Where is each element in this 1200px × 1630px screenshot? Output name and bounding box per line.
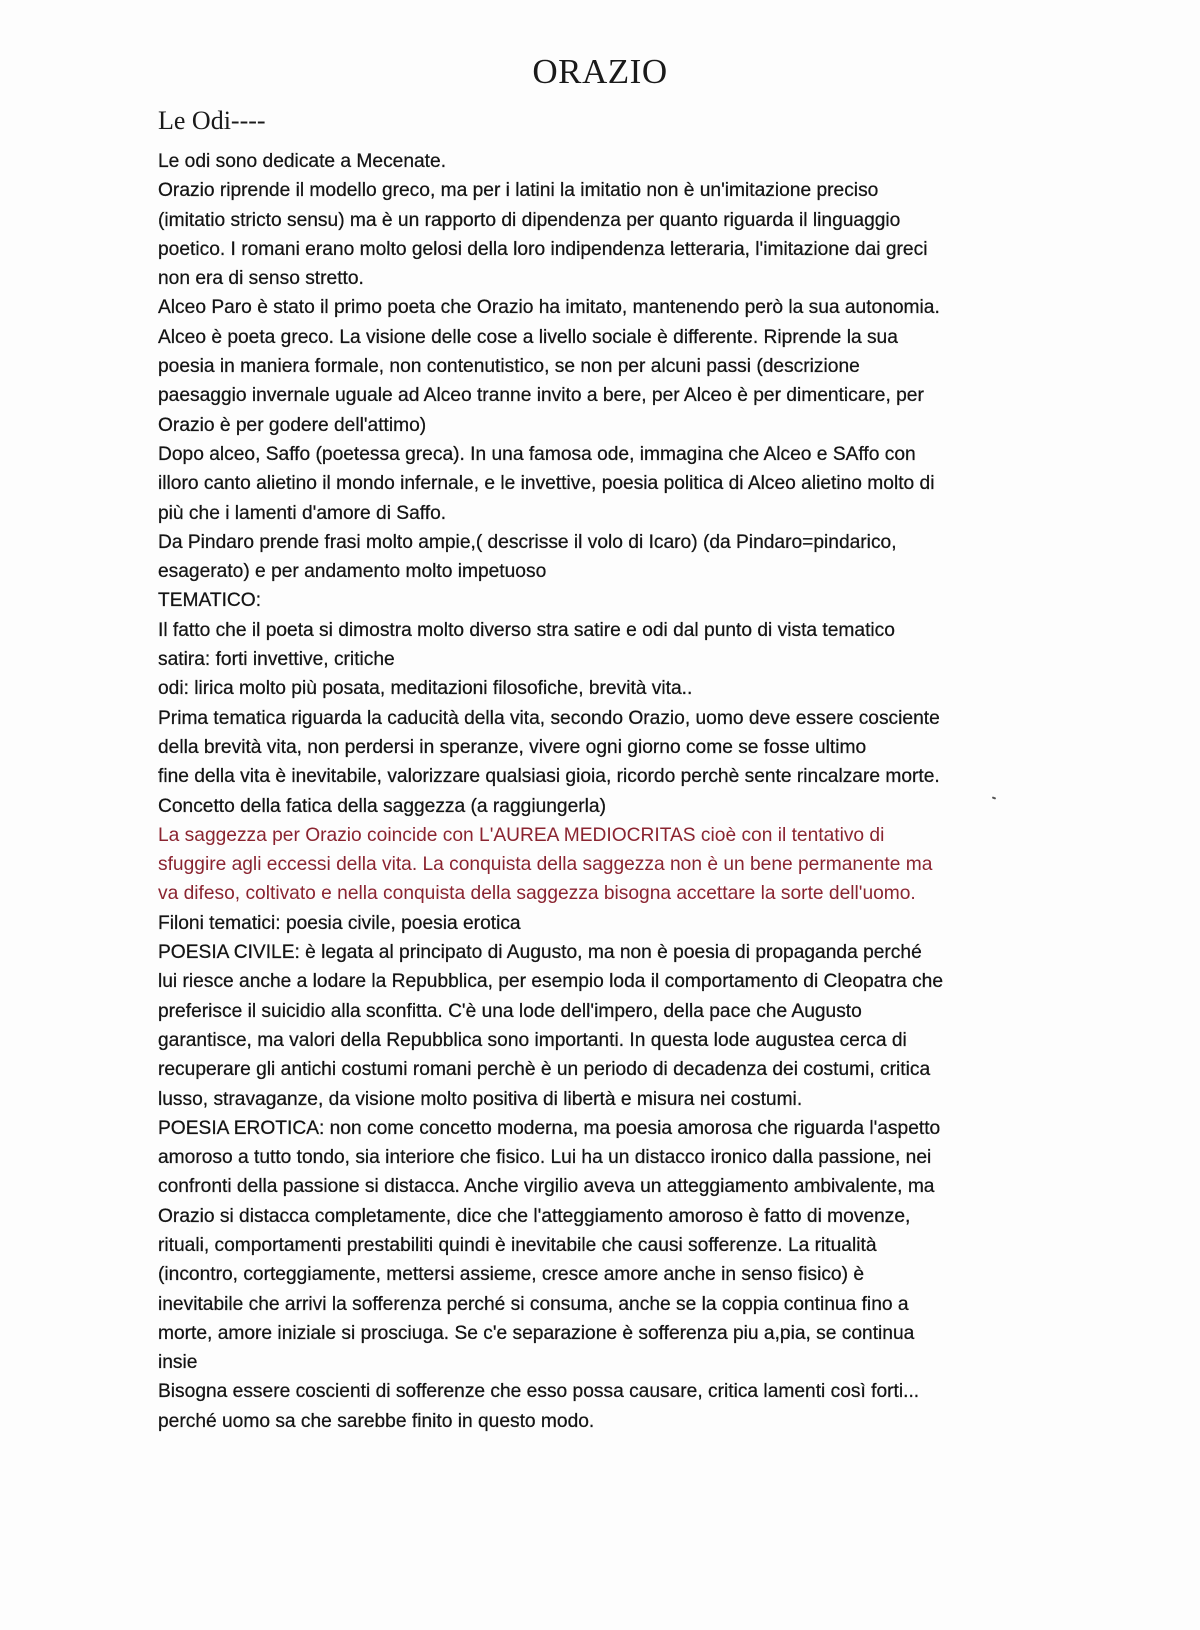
text-line: fine della vita è inevitabile, valorizzare qualsiasi gioia, ricordo perchè sente rincalzare morte. <box>158 766 940 788</box>
text-line: esagerato) e per andamento molto impetuoso <box>158 561 547 583</box>
text-line: confronti della passione si distacca. Anche virgilio aveva un atteggiamento ambivalente, ma <box>158 1176 935 1198</box>
text-line: Prima tematica riguarda la caducità della vita, secondo Orazio, uomo deve essere cosciente <box>158 707 940 729</box>
text-line: lusso, stravaganze, da visione molto positiva di libertà e misura nei costumi. <box>158 1088 803 1110</box>
text-line: Alceo è poeta greco. La visione delle cose a livello sociale è differente. Riprende la sua <box>158 326 898 348</box>
text-line: della brevità vita, non perdersi in speranze, vivere ogni giorno come se fosse ultimo <box>158 736 867 758</box>
text-line: paesaggio invernale uguale ad Alceo tranne invito a bere, per Alceo è per dimenticare, per <box>158 385 924 407</box>
text-line: Orazio è per godere dell'attimo) <box>158 414 427 436</box>
text-line: morte, amore iniziale si prosciuga. Se c'e separazione è sofferenza piu a,pia, se continua <box>158 1322 915 1344</box>
text-line: Concetto della fatica della saggezza (a raggiungerla) <box>158 795 606 817</box>
text-line: lui riesce anche a lodare la Repubblica, per esempio loda il comportamento di Cleopatra che <box>158 971 944 993</box>
page-title: ORAZIO <box>532 52 668 91</box>
text-line: non era di senso stretto. <box>158 268 364 290</box>
highlighted-text-line: va difeso, coltivato e nella conquista della saggezza bisogna accettare la sorte dell'uomo. <box>158 883 916 905</box>
document-body <box>158 147 1058 1436</box>
text-line: Orazio si distacca completamente, dice che l'atteggiamento amoroso è fatto di movenze, <box>158 1205 911 1227</box>
text-line: Il fatto che il poeta si dimostra molto diverso stra satire e odi dal punto di vista tematico <box>158 619 895 641</box>
highlighted-text-line: La saggezza per Orazio coincide con L'AUREA MEDIOCRITAS cioè con il tentativo di <box>158 824 885 846</box>
text-line: TEMATICO: <box>158 590 262 612</box>
text-line: Filoni tematici: poesia civile, poesia erotica <box>158 912 521 934</box>
text-line: POESIA CIVILE: è legata al principato di Augusto, ma non è poesia di propaganda perché <box>158 942 922 964</box>
text-line: insie <box>158 1352 198 1374</box>
text-line: odi: lirica molto più posata, meditazioni filosofiche, brevità vita.. <box>158 678 693 700</box>
highlighted-text-line: sfuggire agli eccessi della vita. La conquista della saggezza non è un bene permanente ma <box>158 854 933 876</box>
text-line: Dopo alceo, Saffo (poetessa greca). In una famosa ode, immagina che Alceo e SAffo con <box>158 443 916 465</box>
text-line: POESIA EROTICA: non come concetto moderna, ma poesia amorosa che riguarda l'aspetto <box>158 1117 941 1139</box>
text-line: amoroso a tutto tondo, sia interiore che fisico. Lui ha un distacco ironico dalla passione, nei <box>158 1147 932 1169</box>
text-line: (imitatio stricto sensu) ma è un rapporto di dipendenza per quanto riguarda il linguaggio <box>158 209 901 231</box>
text-line: Orazio riprende il modello greco, ma per i latini la imitatio non è un'imitazione preciso <box>158 180 879 202</box>
text-line: preferisce il suicidio alla sconfitta. C'è una lode dell'impero, della pace che Augusto <box>158 1000 862 1022</box>
section-heading: Le Odi---- <box>158 106 266 135</box>
text-line: Alceo Paro è stato il primo poeta che Orazio ha imitato, mantenendo però la sua autonomia. <box>158 297 940 319</box>
text-line: satira: forti invettive, critiche <box>158 649 395 671</box>
text-line: illoro canto alietino il mondo infernale, e le invettive, poesia politica di Alceo alietino molto di <box>158 473 935 495</box>
text-line: più che i lamenti d'amore di Saffo. <box>158 502 447 524</box>
text-line: (incontro, corteggiamente, mettersi assieme, cresce amore anche in senso fisico) è <box>158 1264 864 1286</box>
text-line: poesia in maniera formale, non contenutistico, se non per alcuni passi (descrizione <box>158 356 860 378</box>
text-line: Da Pindaro prende frasi molto ampie,( descrisse il volo di Icaro) (da Pindaro=pindarico, <box>158 531 897 553</box>
text-line: Bisogna essere coscienti di sofferenze che esso possa causare, critica lamenti così forti... <box>158 1381 920 1403</box>
text-line: poetico. I romani erano molto gelosi della loro indipendenza letteraria, l'imitazione dai greci <box>158 238 928 260</box>
text-line: Le odi sono dedicate a Mecenate. <box>158 151 447 172</box>
text-line: inevitabile che arrivi la sofferenza perché si consuma, anche se la coppia continua fino a <box>158 1293 909 1315</box>
text-line: perché uomo sa che sarebbe finito in questo modo. <box>158 1410 595 1432</box>
text-line: garantisce, ma valori della Repubblica sono importanti. In questa lode augustea cerca di <box>158 1029 907 1051</box>
text-line: rituali, comportamenti prestabiliti quindi è inevitabile che causi sofferenze. La ritualità <box>158 1234 877 1256</box>
text-line: recuperare gli antichi costumi romani perchè è un periodo di decadenza dei costumi, critica <box>158 1059 931 1081</box>
